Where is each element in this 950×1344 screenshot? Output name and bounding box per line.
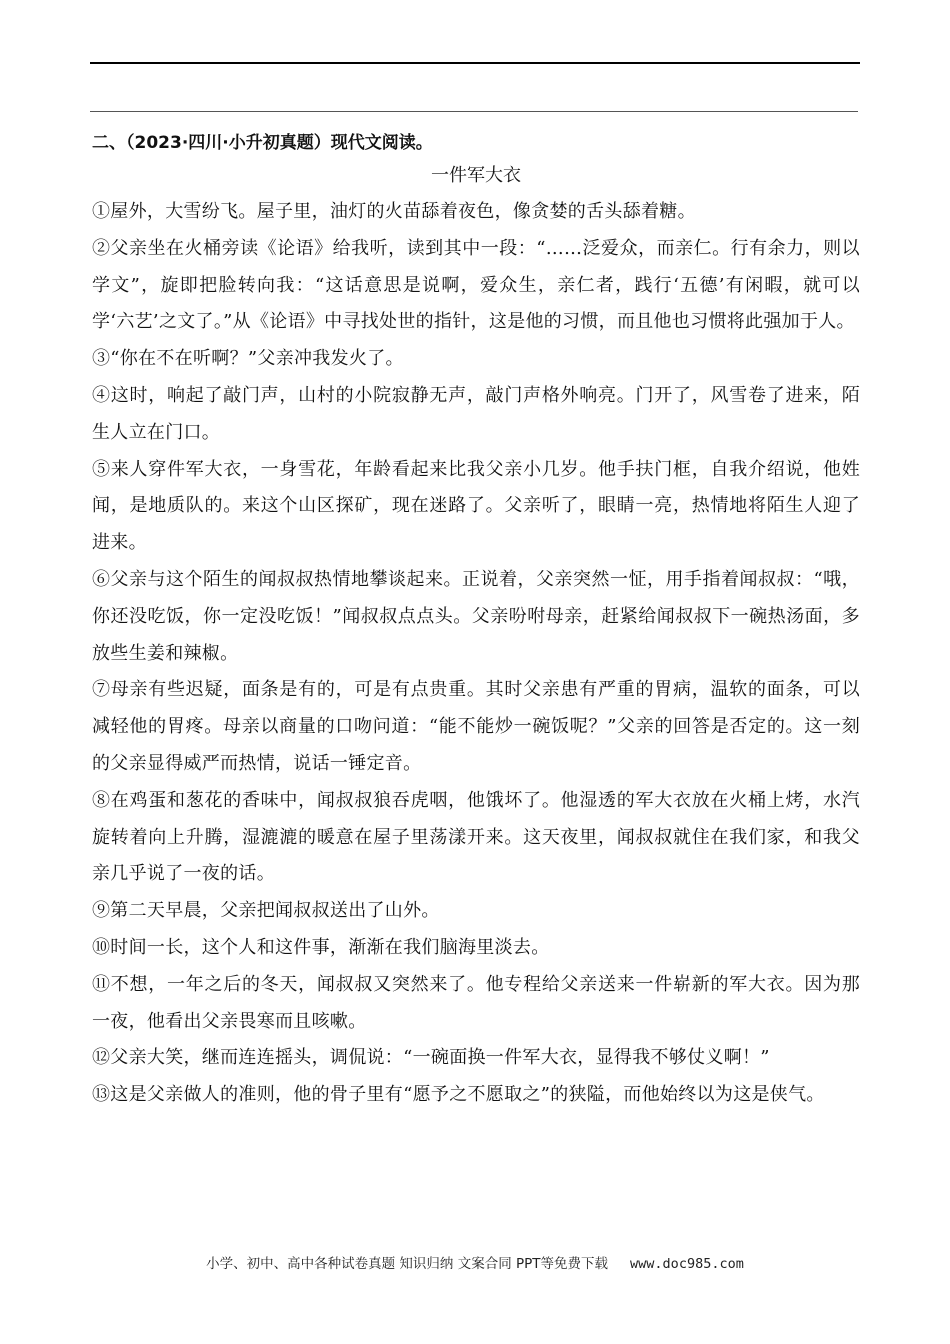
- paragraph: ⑤来人穿件军大衣，一身雪花，年龄看起来比我父亲小几岁。他手扶门框，自我介绍说，他姓闻，是地质队的。来这个山区探矿，现在迷路了。父亲听了，眼睛一亮，热情地将陌生人迎了进来。: [92, 458, 860, 554]
- paragraph: ⑦母亲有些迟疑，面条是有的，可是有点贵重。其时父亲患有严重的胃病，温软的面条，可以减轻他的胃疼。母亲以商量的口吻问道：“能不能炒一碗饭呢？”父亲的回答是否定的。这一刻的父亲显得威严而热情，说话一锤定音。: [92, 679, 860, 774]
- article-title: 一件军大衣: [431, 165, 521, 186]
- paragraph: ⑨第二天早晨，父亲把闻叔叔送出了山外。: [92, 900, 440, 922]
- paragraph: ⑧在鸡蛋和葱花的香味中，闻叔叔狼吞虎咽，他饿坏了。他湿透的军大衣放在火桶上烤，水汽旋转着向上升腾，湿漉漉的暖意在屋子里荡漾开来。这天夜里，闻叔叔就住在我们家，和我父亲几乎说了一夜的话。: [92, 789, 860, 885]
- header-rule: [90, 62, 860, 64]
- footer-site-link[interactable]: www.doc985.com: [630, 1256, 744, 1272]
- header-divider: [90, 111, 858, 112]
- paragraph: ⑪不想，一年之后的冬天，闻叔叔又突然来了。他专程给父亲送来一件崭新的军大衣。因为那一夜，他看出父亲畏寒而且咳嗽。: [92, 973, 860, 1032]
- paragraph: ⑩时间一长，这个人和这件事，渐渐在我们脑海里淡去。: [92, 936, 550, 958]
- paragraph: ④这时，响起了敲门声，山村的小院寂静无声，敲门声格外响亮。门开了，风雪卷了进来，陌生人立在门口。: [92, 384, 860, 443]
- paragraph: ③“你在不在听啊？”父亲冲我发火了。: [92, 348, 404, 370]
- paragraph: ⑬这是父亲做人的准则，他的骨子里有“愿予之不愿取之”的狭隘，而他始终以为这是侠气。: [92, 1084, 825, 1106]
- page-footer: [0, 1252, 950, 1272]
- section-heading: 二、（2023·四川·小升初真题）现代文阅读。: [92, 133, 433, 153]
- question-body: [92, 128, 860, 1114]
- footer-text: 小学、初中、高中各种试卷真题 知识归纳 文案合同 PPT等免费下载: [206, 1256, 609, 1272]
- paragraph: ①屋外，大雪纷飞。屋子里，油灯的火苗舔着夜色，像贪婪的舌头舔着糖。: [92, 201, 696, 222]
- paragraph: ⑥父亲与这个陌生的闻叔叔热情地攀谈起来。正说着，父亲突然一怔，用手指着闻叔叔：“哦，你还没吃饭，你一定没吃饭！”闻叔叔点点头。父亲吩咐母亲，赶紧给闻叔叔下一碗热汤面，多放些生姜和辣椒。: [92, 568, 860, 664]
- paragraph: ②父亲坐在火桶旁读《论语》给我听，读到其中一段：“……泛爱众，而亲仁。行有余力，则以学文”，旋即把脸转向我：“这话意思是说啊，爱众生，亲仁者，践行‘五德’有闲暇，就可以学‘六艺’之文了。”从《论语》中寻找处世的指针，这是他的习惯，而且他也习惯将此强加于人。: [92, 237, 860, 333]
- paragraph: ⑫父亲大笑，继而连连摇头，调侃说：“一碗面换一件军大衣，显得我不够仗义啊！”: [92, 1047, 770, 1069]
